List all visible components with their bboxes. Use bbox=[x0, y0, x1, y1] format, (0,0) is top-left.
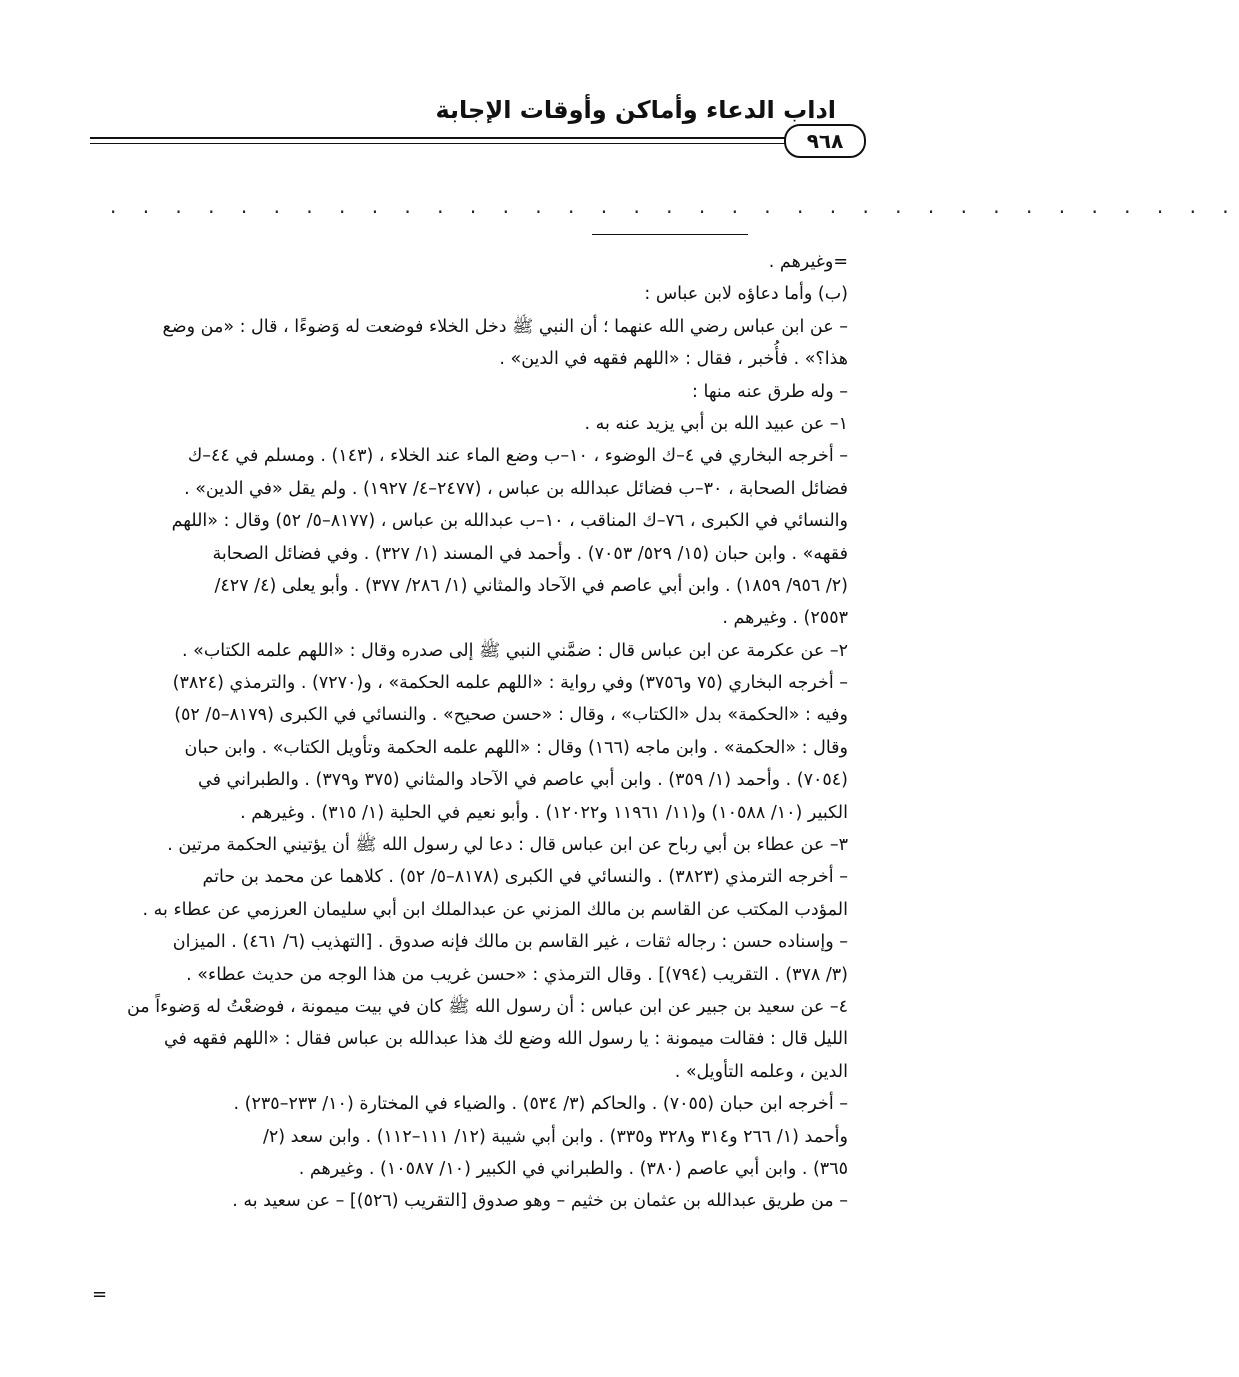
footnote-separator bbox=[592, 234, 748, 235]
text-line: ٢٥٥٣) . وغيرهم . bbox=[722, 608, 848, 629]
text-line: ١– عن عبيد الله بن أبي يزيد عنه به . bbox=[584, 413, 848, 434]
header-rule-thick bbox=[90, 137, 790, 139]
text-line: فقهه» . وابن حبان (١٥/ ٥٢٩/ ٧٠٥٣) . وأحمد في المسند (١/ ٣٢٧) . وفي فضائل الصحابة bbox=[212, 543, 848, 564]
text-line: – أخرجه الترمذي (٣٨٢٣) . والنسائي في الكبرى (٨١٧٨–٥/ ٥٢) . كلاهما عن محمد بن حاتم bbox=[202, 867, 848, 888]
text-line: وأحمد (١/ ٢٦٦ و٣١٤ و٣٢٨ و٣٣٥) . وابن أبي شيبة (١٢/ ١١١–١١٢) . وابن سعد (٢/ bbox=[262, 1126, 848, 1147]
text-line: وقال : «الحكمة» . وابن ماجه (١٦٦) وقال : «اللهم علمه الحكمة وتأويل الكتاب» . وابن حبان bbox=[184, 737, 848, 758]
text-line: ٣– عن عطاء بن أبي رباح عن ابن عباس قال : دعا لي رسول الله ﷺ أن يؤتيني الحكمة مرتين . bbox=[167, 835, 848, 856]
text-line: ٣٦٥) . وابن أبي عاصم (٣٨٠) . والطبراني في الكبير (١٠/ ١٠٥٨٧) . وغيرهم . bbox=[298, 1158, 848, 1179]
text-line: ٢– عن عكرمة عن ابن عباس قال : ضمَّني النبي ﷺ إلى صدره وقال : «اللهم علمه الكتاب» . bbox=[182, 640, 848, 661]
text-line: – أخرجه البخاري (٧٥ و٣٧٥٦) وفي رواية : «اللهم علمه الحكمة» ، و(٧٢٧٠) . والترمذي (٣٨٢٤) bbox=[172, 673, 848, 694]
page-number: ٩٦٨ bbox=[784, 124, 866, 158]
text-line: الكبير (١٠/ ١٠٥٨٨) و(١١/ ١١٩٦١ و١٢٠٢٢) . وأبو نعيم في الحلية (١/ ٣١٥) . وغيرهم . bbox=[240, 802, 848, 823]
text-line: (٧٠٥٤) . وأحمد (١/ ٣٥٩) . وابن أبي عاصم في الآحاد والمثاني (٣٧٥ و٣٧٩) . والطبراني في bbox=[198, 770, 848, 791]
text-line: الليل قال : فقالت ميمونة : يا رسول الله وضع لك هذا عبدالله بن عباس فقال : «اللهم فقهه في bbox=[163, 1029, 848, 1050]
text-line: =وغيرهم . bbox=[768, 252, 848, 272]
body-text bbox=[100, 246, 848, 1218]
text-line: – أخرجه البخاري في ٤–ك الوضوء ، ١٠–ب وضع الماء عند الخلاء ، (١٤٣) . ومسلم في ٤٤–ك bbox=[187, 446, 848, 467]
text-line: (ب) وأما دعاؤه لابن عباس : bbox=[644, 284, 848, 305]
text-line: – وله طرق عنه منها : bbox=[692, 381, 848, 402]
text-line: – وإسناده حسن : رجاله ثقات ، غير القاسم بن مالك فإنه صدوق . [التهذيب (٦/ ٤٦١) . الميزان bbox=[172, 932, 848, 953]
text-line: الدين ، وعلمه التأويل» . bbox=[674, 1061, 848, 1082]
continuation-mark: = bbox=[92, 1284, 108, 1305]
text-line: هذا؟» . فأُخبر ، فقال : «اللهم فقهه في الدين» . bbox=[499, 349, 848, 370]
text-line: (٢/ ٩٥٦/ ١٨٥٩) . وابن أبي عاصم في الآحاد والمثاني (١/ ٢٨٦/ ٣٧٧) . وأبو يعلى (٤/ ٤٢٧/ bbox=[214, 575, 848, 596]
text-line: وفيه : «الحكمة» بدل «الكتاب» ، وقال : «حسن صحيح» . والنسائي في الكبرى (٨١٧٩–٥/ ٥٢) bbox=[174, 705, 848, 726]
dotted-separator: . . . . . . . . . . . . . . . . . . . . . . . . . . . . . . . . . . . bbox=[110, 194, 1239, 218]
header-rule bbox=[90, 136, 790, 148]
text-line: – من طريق عبدالله بن عثمان بن خثيم – وهو صدوق [التقريب (٥٢٦)] – عن سعيد به . bbox=[232, 1191, 848, 1212]
text-line: ٤– عن سعيد بن جبير عن ابن عباس : أن رسول الله ﷺ كان في بيت ميمونة ، فوضعْتُ له وَضوءاً من bbox=[126, 996, 848, 1017]
text-line: – عن ابن عباس رضي الله عنهما ؛ أن النبي ﷺ دخل الخلاء فوضعت له وَضوءًا ، قال : «من وضع bbox=[162, 316, 848, 337]
text-line: فضائل الصحابة ، ٣٠–ب فضائل عبدالله بن عباس ، (٢٤٧٧–٤/ ١٩٢٧) . ولم يقل «في الدين» . bbox=[184, 478, 848, 499]
header-rule-thin bbox=[90, 143, 790, 144]
text-line: والنسائي في الكبرى ، ٧٦–ك المناقب ، ١٠–ب عبدالله بن عباس ، (٨١٧٧–٥/ ٥٢) وقال : «اللهم bbox=[171, 511, 848, 532]
running-title: اداب الدعاء وأماكن وأوقات الإجابة bbox=[435, 96, 836, 124]
text-line: المؤدب المكتب عن القاسم بن مالك المزني عن عبدالملك ابن أبي سليمان العرزمي عن عطاء به . bbox=[142, 899, 848, 920]
text-line: – أخرجه ابن حبان (٧٠٥٥) . والحاكم (٣/ ٥٣٤) . والضياء في المختارة (١٠/ ٢٣٣–٢٣٥) . bbox=[233, 1094, 848, 1115]
text-line: (٣/ ٣٧٨) . التقريب (٧٩٤)] . وقال الترمذي : «حسن غريب من هذا الوجه من حديث عطاء» . bbox=[186, 964, 848, 985]
